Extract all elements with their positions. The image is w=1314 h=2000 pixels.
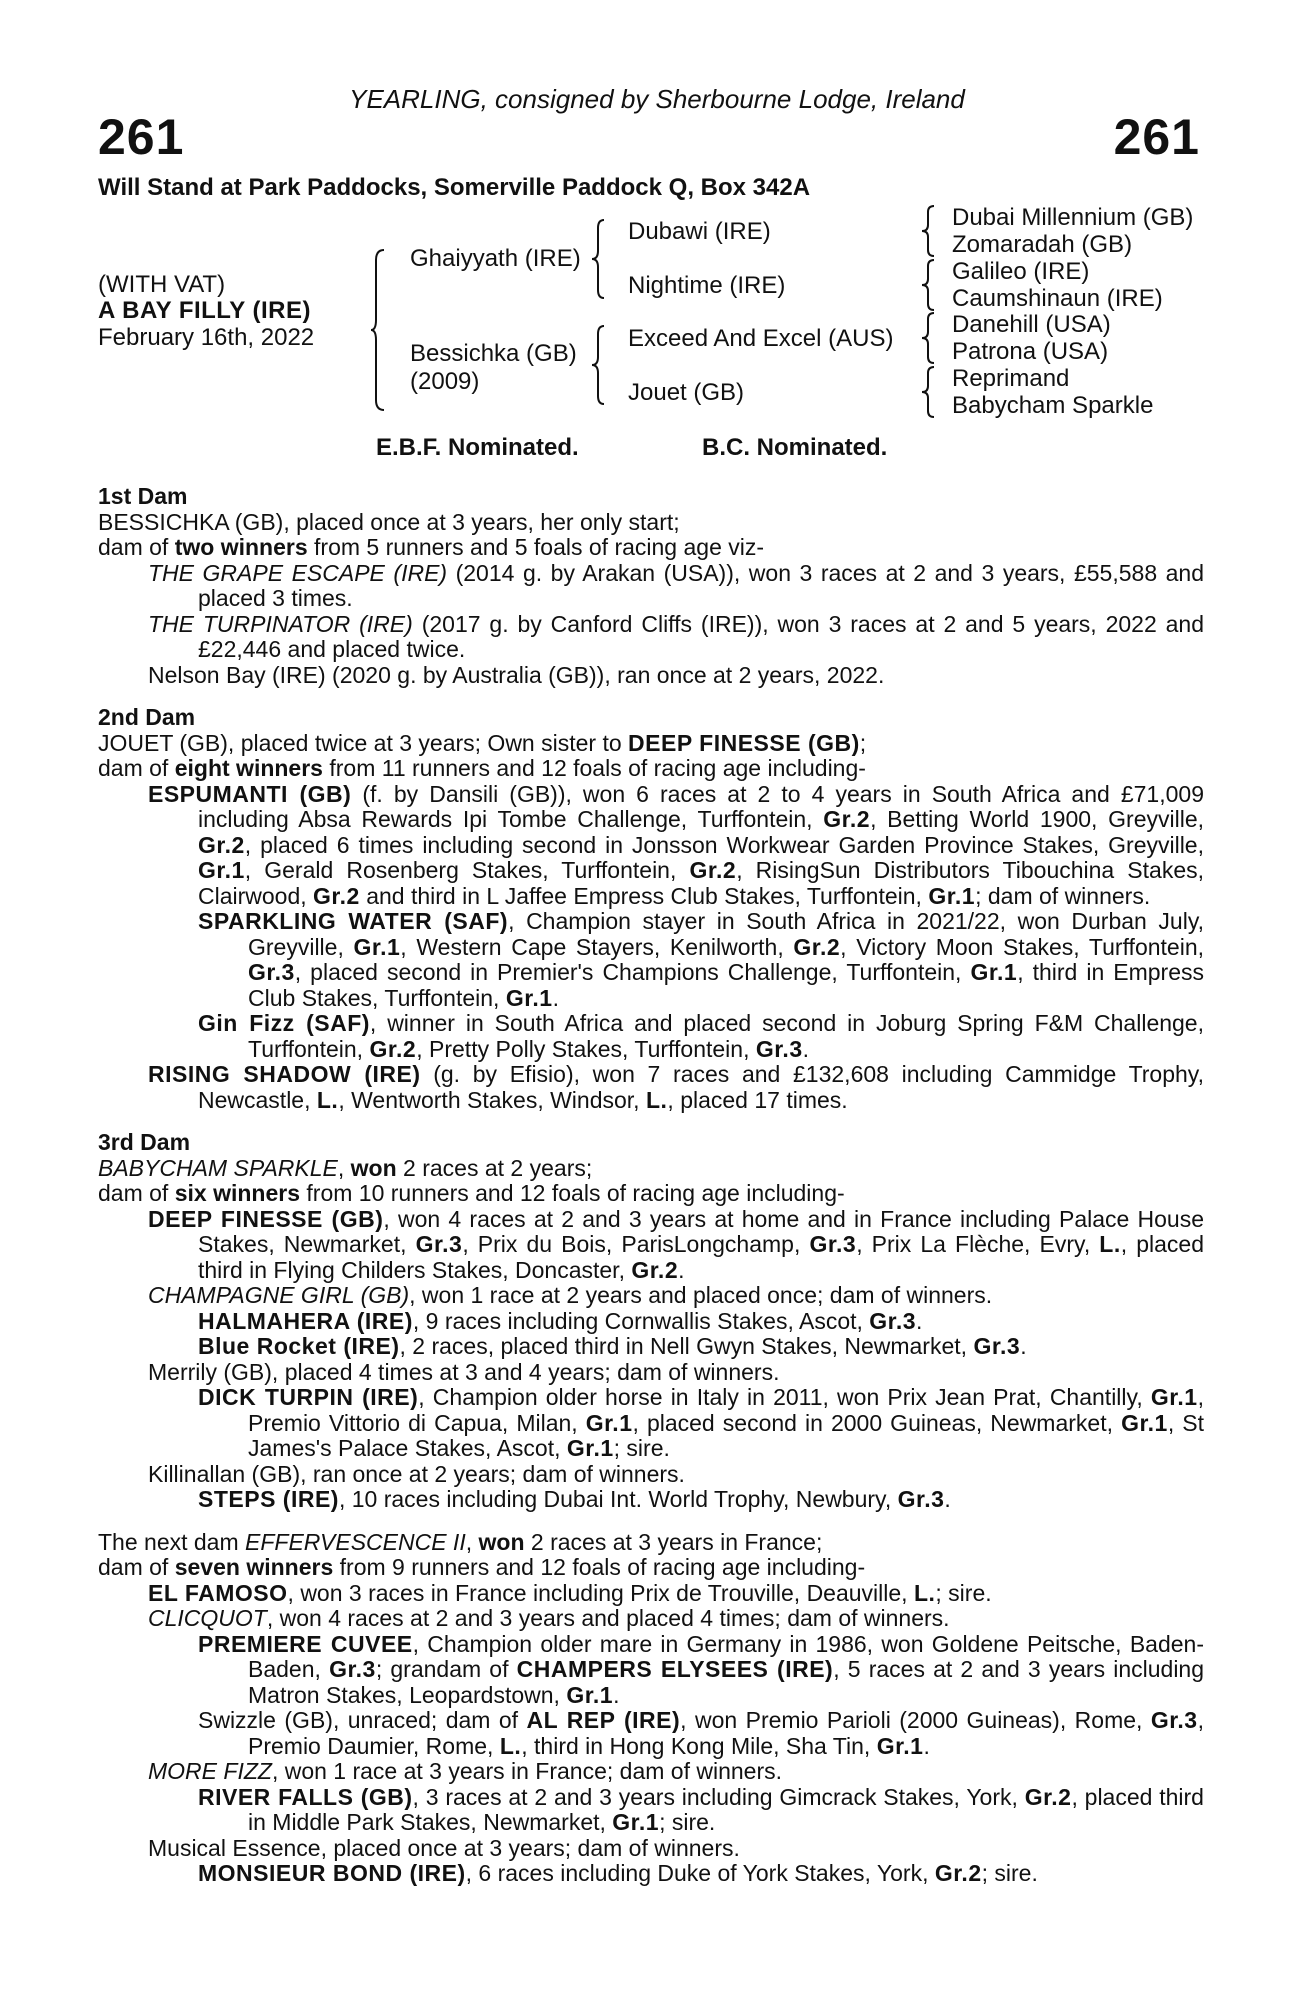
produce-entry: DICK TURPIN (IRE), Champion older horse in Italy in 2011, won Prix Jean Prat, Chantilly, Gr.1, Premio Vittorio di Capua, Milan, Gr.1, placed second in 2000 Guineas, Newmarket, Gr.1, St James's Palace Stakes, Ascot, Gr.1; sire. bbox=[198, 1384, 1205, 1461]
produce-entry: Nelson Bay (IRE) (2020 g. by Australia (GB)), ran once at 2 years, 2022. bbox=[148, 661, 885, 688]
ebf-nominated: E.B.F. Nominated. bbox=[376, 434, 579, 461]
pedigree-brace-g3-3 bbox=[920, 311, 938, 365]
produce-entry: THE GRAPE ESCAPE (IRE) (2014 g. by Arakan (USA)), won 3 races at 2 and 3 years, £55,588 and placed 3 times. bbox=[148, 559, 1205, 611]
produce-entry: EL FAMOSO, won 3 races in France including Prix de Trouville, Deauville, L.; sire. bbox=[148, 1579, 992, 1606]
first-dam-heading: 1st Dam bbox=[98, 483, 188, 509]
pedigree-brace-main bbox=[370, 248, 390, 412]
produce-entry: RIVER FALLS (GB), 3 races at 2 and 3 years including Gimcrack Stakes, York, Gr.2, placed third in Middle Park Stakes, Newmarket, Gr.1; sire. bbox=[198, 1783, 1204, 1835]
produce-entry: SPARKLING WATER (SAF), Champion stayer in South Africa in 2021/22, won Durban July, Greyville, Gr.1, Western Cape Stayers, Kenilworth, Gr.2, Victory Moon Stakes, Turffontein, Gr.3, placed second in Premier's Champions Challenge, Turffontein, Gr.1, third in Empress Club Stakes, Turffontein, Gr.1. bbox=[198, 908, 1205, 1011]
dam-sire: Exceed And Excel (AUS) bbox=[628, 325, 894, 352]
third-dam-produce-line: dam of six winners from 10 runners and 12 foals of racing age including- bbox=[98, 1180, 845, 1206]
produce-entry: Gin Fizz (SAF), winner in South Africa and placed second in Joburg Spring F&M Challenge, Turffontein, Gr.2, Pretty Polly Stakes, Turffontein, Gr.3. bbox=[198, 1010, 1204, 1062]
second-dam-heading: 2nd Dam bbox=[98, 704, 196, 730]
bc-nominated: B.C. Nominated. bbox=[702, 434, 888, 461]
third-dam-heading: 3rd Dam bbox=[98, 1129, 191, 1155]
g3-ancestor: Patrona (USA) bbox=[952, 338, 1109, 365]
dam-name: Bessichka (GB) bbox=[410, 340, 577, 367]
produce-entry: HALMAHERA (IRE), 9 races including Cornwallis Stakes, Ascot, Gr.3. bbox=[198, 1307, 923, 1334]
produce-entry: CHAMPAGNE GIRL (GB), won 1 race at 2 years and placed once; dam of winners. bbox=[148, 1282, 993, 1308]
produce-entry: STEPS (IRE), 10 races including Dubai Int. World Trophy, Newbury, Gr.3. bbox=[198, 1486, 951, 1512]
produce-entry: ESPUMANTI (GB) (f. by Dansili (GB)), won 6 races at 2 to 4 years in South Africa and £71,009 including Absa Rewards Ipi Tombe Challenge, Turffontein, Gr.2, Betting World 1900, Greyville, Gr.2, placed 6 times including second in Jonsson Workwear Garden Province Stakes, Greyville, Gr.1, Gerald Rosenberg Stakes, Turffontein, Gr.2, RisingSun Distributors Tibouchina Stakes, Clairwood, Gr.2 and third in L Jaffee Empress Club Stakes, Turffontein, Gr.1; dam of winners. bbox=[148, 780, 1205, 909]
lot-number-right: 261 bbox=[1113, 109, 1200, 165]
consignor-line: YEARLING, consigned by Sherbourne Lodge, Ireland bbox=[349, 84, 965, 114]
second-dam-line: JOUET (GB), placed twice at 3 years; Own sister to DEEP FINESSE (GB); bbox=[98, 729, 867, 756]
first-dam-produce-line: dam of two winners from 5 runners and 5 foals of racing age viz- bbox=[98, 534, 765, 560]
lot-number-left: 261 bbox=[98, 109, 185, 165]
produce-entry: Merrily (GB), placed 4 times at 3 and 4 years; dam of winners. bbox=[148, 1358, 780, 1385]
sire-name: Ghaiyyath (IRE) bbox=[410, 245, 581, 272]
produce-entry: Killinallan (GB), ran once at 2 years; dam of winners. bbox=[148, 1460, 685, 1487]
foaling-date: February 16th, 2022 bbox=[98, 324, 315, 351]
g3-ancestor: Reprimand bbox=[952, 365, 1070, 392]
produce-entry: MORE FIZZ, won 1 race at 3 years in France; dam of winners. bbox=[148, 1758, 783, 1784]
produce-entry: THE TURPINATOR (IRE) (2017 g. by Canford Cliffs (IRE)), won 3 races at 2 and 5 years, 2022 and £22,446 and placed twice. bbox=[148, 610, 1205, 662]
horse-name: A BAY FILLY (IRE) bbox=[98, 297, 311, 324]
pedigree-brace-g3-2 bbox=[920, 258, 938, 312]
pedigree-brace-g3-1 bbox=[920, 204, 938, 258]
produce-entry: Swizzle (GB), unraced; dam of AL REP (IRE), won Premio Parioli (2000 Guineas), Rome, Gr.3, Premio Daumier, Rome, L., third in Hong Kong Mile, Sha Tin, Gr.1. bbox=[198, 1707, 1204, 1759]
pedigree-brace-sire bbox=[590, 218, 610, 300]
next-dam-line: The next dam EFFERVESCENCE II, won 2 races at 3 years in France; bbox=[98, 1528, 823, 1555]
g3-ancestor: Danehill (USA) bbox=[952, 311, 1111, 338]
dam-dam: Jouet (GB) bbox=[628, 379, 745, 406]
g3-ancestor: Caumshinaun (IRE) bbox=[952, 285, 1163, 312]
stand-location: Will Stand at Park Paddocks, Somerville Paddock Q, Box 342A bbox=[98, 174, 811, 201]
produce-entry: CLICQUOT, won 4 races at 2 and 3 years and placed 4 times; dam of winners. bbox=[148, 1605, 950, 1631]
produce-record bbox=[98, 484, 1204, 1887]
dam-year: (2009) bbox=[410, 368, 480, 395]
produce-entry: DEEP FINESSE (GB), won 4 races at 2 and 3 years at home and in France including Palace House Stakes, Newmarket, Gr.3, Prix du Bois, ParisLongchamp, Gr.3, Prix La Flèche, Evry, L., placed third in Flying Childers Stakes, Doncaster, Gr.2. bbox=[148, 1205, 1204, 1283]
produce-entry: PREMIERE CUVEE, Champion older mare in Germany in 1986, won Goldene Peitsche, Baden-Baden, Gr.3; grandam of CHAMPERS ELYSEES (IRE), 5 races at 2 and 3 years including Matron Stakes, Leopardstown, Gr.1. bbox=[198, 1630, 1205, 1708]
next-dam-produce-line: dam of seven winners from 9 runners and 12 foals of racing age including- bbox=[98, 1554, 866, 1580]
third-dam-line: BABYCHAM SPARKLE, won 2 races at 2 years; bbox=[98, 1154, 593, 1181]
vat-label: (WITH VAT) bbox=[98, 271, 226, 298]
pedigree-brace-dam bbox=[590, 324, 610, 406]
g3-ancestor: Babycham Sparkle bbox=[952, 392, 1154, 419]
sire-sire: Dubawi (IRE) bbox=[628, 218, 771, 245]
produce-entry: Musical Essence, placed once at 3 years; dam of winners. bbox=[148, 1834, 740, 1861]
first-dam-line: BESSICHKA (GB), placed once at 3 years, her only start; bbox=[98, 508, 680, 535]
sire-dam: Nightime (IRE) bbox=[628, 272, 786, 299]
produce-entry: MONSIEUR BOND (IRE), 6 races including Duke of York Stakes, York, Gr.2; sire. bbox=[198, 1860, 1038, 1886]
g3-ancestor: Galileo (IRE) bbox=[952, 258, 1090, 285]
second-dam-produce-line: dam of eight winners from 11 runners and 12 foals of racing age including- bbox=[98, 755, 866, 781]
g3-ancestor: Zomaradah (GB) bbox=[952, 231, 1133, 258]
g3-ancestor: Dubai Millennium (GB) bbox=[952, 204, 1194, 231]
produce-entry: Blue Rocket (IRE), 2 races, placed third in Nell Gwyn Stakes, Newmarket, Gr.3. bbox=[198, 1333, 1027, 1359]
pedigree-brace-g3-4 bbox=[920, 365, 938, 419]
produce-entry: RISING SHADOW (IRE) (g. by Efisio), won 7 races and £132,608 including Cammidge Trophy, Newcastle, L., Wentworth Stakes, Windsor, L., placed 17 times. bbox=[148, 1061, 1204, 1113]
